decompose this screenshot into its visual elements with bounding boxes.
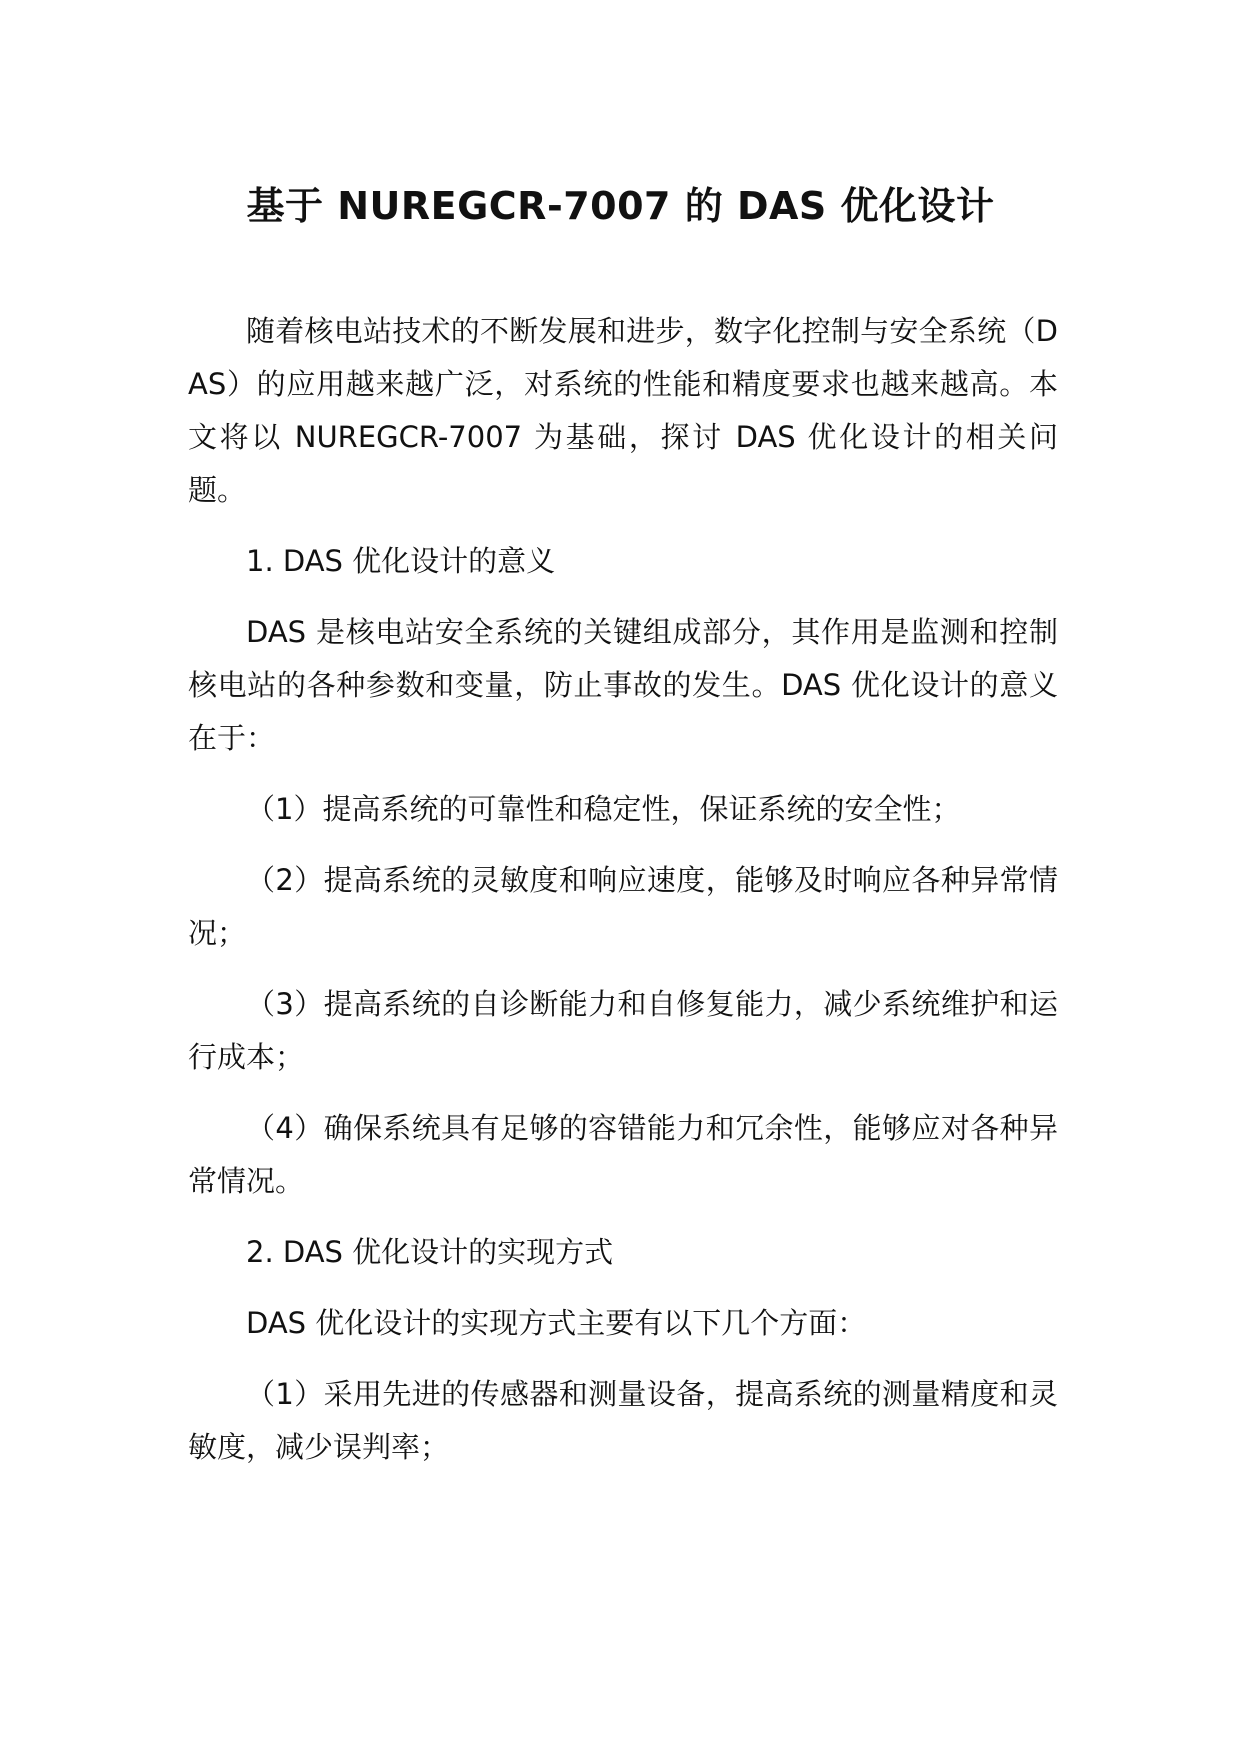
list-item: （4）确保系统具有足够的容错能力和冗余性，能够应对各种异常情况。 [188, 1111, 1058, 1198]
intro-paragraph: 随着核电站技术的不断发展和进步，数字化控制与安全系统（DAS）的应用越来越广泛，对系统的性能和精度要求也越来越高。本文将以 NUREGCR-7007 为基础，探讨 DAS 优化设计的相关问题。 [188, 314, 1058, 507]
document-body [188, 305, 1058, 1492]
list-item: （1）采用先进的传感器和测量设备，提高系统的测量精度和灵敏度，减少误判率； [188, 1377, 1058, 1464]
body-paragraph: DAS 是核电站安全系统的关键组成部分，其作用是监测和控制核电站的各种参数和变量，防止事故的发生。DAS 优化设计的意义在于： [188, 615, 1058, 755]
body-paragraph: DAS 优化设计的实现方式主要有以下几个方面： [246, 1306, 867, 1340]
list-item: （2）提高系统的灵敏度和响应速度，能够及时响应各种异常情况； [188, 863, 1058, 950]
section-heading-1: 1. DAS 优化设计的意义 [246, 544, 556, 578]
section-heading-2: 2. DAS 优化设计的实现方式 [246, 1235, 614, 1269]
list-item: （3）提高系统的自诊断能力和自修复能力，减少系统维护和运行成本； [188, 987, 1058, 1074]
list-item: （1）提高系统的可靠性和稳定性，保证系统的安全性； [246, 792, 961, 826]
document-title: 基于 NUREGCR-7007 的 DAS 优化设计 [246, 184, 995, 228]
